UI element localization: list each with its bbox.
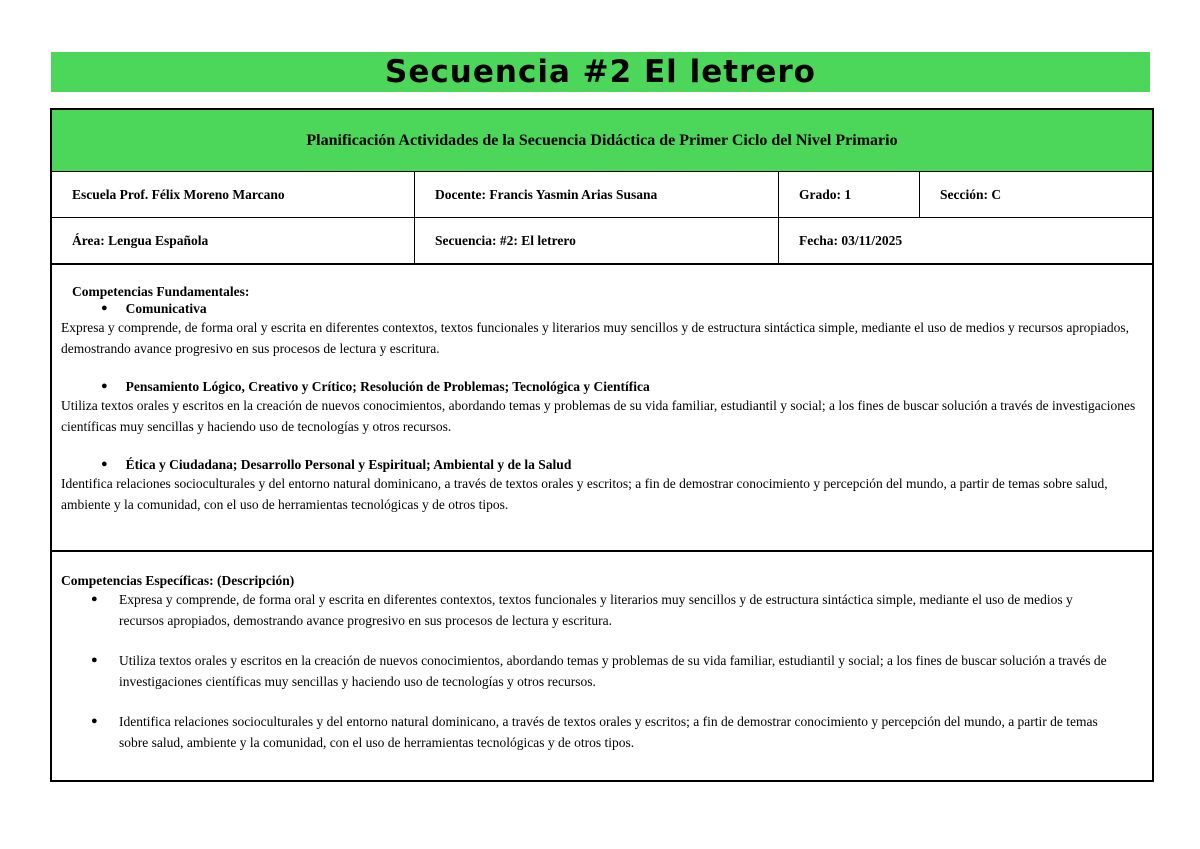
competency-heading [61,378,1140,395]
competency-name: Ética y Ciudadana; Desarrollo Personal y Espiritual; Ambiental y de la Salud [125,457,572,472]
school-cell: Escuela Prof. Félix Moreno Marcano [52,172,415,217]
info-row-2 [52,218,1152,265]
competency-description: Expresa y comprende, de forma oral y escrita en diferentes contextos, textos funcionales y literarios muy sencillos y de estructura sintáctica simple, mediante el uso de medios y recursos apropiados, demostrando avance progresivo en sus procesos de lectura y escritura. [61,320,1130,356]
bullet-icon: ● [91,715,98,727]
list-item [61,711,1140,753]
plan-header: Planificación Actividades de la Secuencia Didáctica de Primer Ciclo del Nivel Primario [52,110,1152,172]
list-item-text: Utiliza textos orales y escritos en la creación de nuevos conocimientos, abordando temas y problemas de su vida familiar, estudiantil y social; a los fines de buscar solución a través de investigaciones científicas muy sencillas y haciendo uso de tecnologías y otros recursos. [119,653,1107,689]
competency-description: Utiliza textos orales y escritos en la creación de nuevos conocimientos, abordando temas y problemas de su vida familiar, estudiantil y social; a los fines de buscar solución a través de investigaciones científicas muy sencillas y haciendo uso de tecnologías y otros recursos. [61,398,1136,434]
competency-heading [61,300,1140,317]
sequence-cell: Secuencia: #2: El letrero [415,218,779,263]
title-banner [51,52,1150,92]
planning-table [50,108,1154,782]
bullet-icon: ● [101,458,108,470]
specific-competencies-list [61,589,1140,753]
date-cell: Fecha: 03/11/2025 [799,232,903,248]
bullet-icon: ● [91,593,98,605]
bullet-icon: ● [101,380,108,392]
specific-competencies-section [52,554,1152,780]
competency-heading [61,456,1140,473]
competency-name: Comunicativa [125,301,207,316]
list-item-text: Expresa y comprende, de forma oral y escrita en diferentes contextos, textos funcionales y literarios muy sencillos y de estructura sintáctica simple, mediante el uso de medios y recursos apropiados, demostrando avance progresivo en sus procesos de lectura y escritura. [119,592,1073,628]
fundamental-competencies-title: Competencias Fundamentales: [72,284,250,299]
specific-competencies-title: Competencias Específicas: (Descripción) [61,573,295,588]
bullet-icon: ● [101,302,108,314]
competency-description: Identifica relaciones socioculturales y del entorno natural dominicano, a través de textos orales y escritos; a fin de demostrar conocimiento y percepción del mundo, a partir de temas sobre salud, ambiente y la comunidad, con el uso de herramientas tecnológicas y de otros tipos. [61,476,1108,512]
bullet-icon: ● [91,654,98,666]
competency-name: Pensamiento Lógico, Creativo y Crítico; Resolución de Problemas; Tecnológica y Científica [125,379,650,394]
list-item [61,650,1140,692]
section-cell: Sección: C [940,186,1002,202]
list-item [61,589,1140,631]
teacher-cell: Docente: Francis Yasmin Arias Susana [415,172,779,217]
fundamental-competencies-section [52,265,1152,552]
list-item-text: Identifica relaciones socioculturales y del entorno natural dominicano, a través de textos orales y escritos; a fin de demostrar conocimiento y percepción del mundo, a partir de temas sobre salud, ambiente y la comunidad, con el uso de herramientas tecnológicas y de otros tipos. [119,714,1098,750]
info-row-1 [52,172,1152,218]
area-cell: Área: Lengua Española [52,218,415,263]
grade-cell: Grado: 1 [779,172,920,217]
page-title: Secuencia #2 El letrero [385,54,816,90]
